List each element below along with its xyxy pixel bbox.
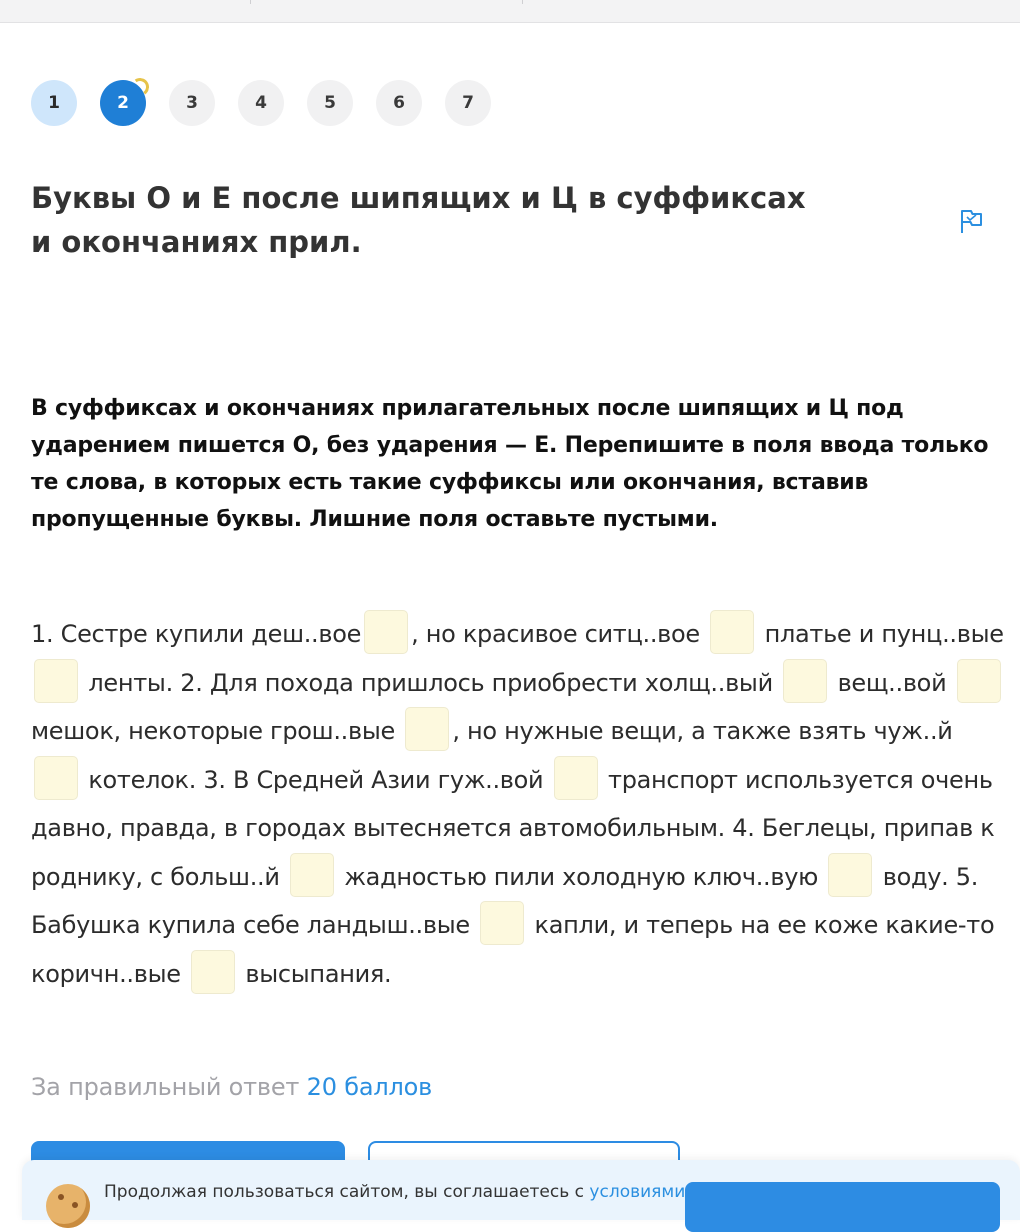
points-info <box>31 1073 432 1101</box>
step-6[interactable]: 6 <box>376 80 422 126</box>
task-title: Буквы О и Е после шипящих и Ц в суффиксах и окончаниях прил. <box>31 181 806 259</box>
exercise-text-segment: мешок, некоторые грош..вые <box>31 717 395 745</box>
answer-input-2[interactable] <box>710 610 754 654</box>
cookie-terms-link[interactable]: условиями <box>589 1182 686 1202</box>
answer-input-12[interactable] <box>191 950 235 994</box>
exercise-text-segment: вещ..вой <box>837 668 947 697</box>
exercise-text-segment: жадностью пили холодную ключ..вую <box>344 862 819 891</box>
answer-input-7[interactable] <box>34 756 78 800</box>
cookie-banner <box>22 1160 1020 1220</box>
exercise-text <box>31 610 1006 998</box>
answer-input-3[interactable] <box>34 659 78 703</box>
tab-divider <box>522 0 523 4</box>
exercise-text-segment: высыпания. <box>245 959 392 988</box>
step-4[interactable]: 4 <box>238 80 284 126</box>
flag-icon <box>956 206 986 236</box>
step-3[interactable]: 3 <box>169 80 215 126</box>
step-1[interactable]: 1 <box>31 80 77 126</box>
answer-input-10[interactable] <box>828 853 872 897</box>
exercise-text-segment: , но нужные вещи, а также взять чуж..й <box>452 717 953 745</box>
answer-input-9[interactable] <box>290 853 334 897</box>
task-instruction: В суффиксах и окончаниях прилагательных после шипящих и Ц под ударением пишется О, без ударения — Е. Перепишите в поля ввода только те слова, в которых есть такие суффиксы или окончания, вставив пропущенные буквы. Лишние поля оставьте пустыми. <box>31 396 989 532</box>
task-stepper <box>31 80 491 126</box>
exercise-text-segment: ленты. 2. Для похода пришлось приобрести холщ..вый <box>88 668 773 697</box>
browser-top-strip <box>0 0 1020 23</box>
points-value: 20 баллов <box>306 1073 433 1101</box>
answer-input-6[interactable] <box>405 707 449 751</box>
answer-input-11[interactable] <box>480 901 524 945</box>
exercise-text-segment: котелок. 3. В Средней Азии гуж..вой <box>88 765 544 794</box>
step-2[interactable]: 2 <box>100 80 146 126</box>
answer-input-5[interactable] <box>957 659 1001 703</box>
exercise-text-segment: 1. Сестре купили деш..вое <box>31 620 362 648</box>
answer-input-1[interactable] <box>364 610 408 654</box>
exercise-text-segment: капли, и теперь на ее коже какие-то коричн..вые <box>31 911 995 988</box>
answer-input-4[interactable] <box>783 659 827 703</box>
exercise-text-segment: платье и пунц..вые <box>764 620 1004 648</box>
points-prefix: За правильный ответ <box>31 1073 300 1101</box>
exercise-text-segment: воду. 5. Бабушка купила себе ландыш..вые <box>31 862 979 939</box>
step-7[interactable]: 7 <box>445 80 491 126</box>
cookie-accept-button[interactable] <box>685 1182 1000 1232</box>
report-flag-button[interactable] <box>956 206 986 236</box>
exercise-text-segment: транспорт используется очень давно, правда, в городах вытесняется автомобильным. 4. Беглецы, припав к роднику, с больш..й <box>31 765 995 891</box>
answer-input-8[interactable] <box>554 756 598 800</box>
cookie-icon <box>46 1184 90 1228</box>
cookie-message: Продолжая пользоваться сайтом, вы соглашаетесь с <box>104 1182 585 1202</box>
step-5[interactable]: 5 <box>307 80 353 126</box>
tab-divider <box>250 0 251 4</box>
exercise-text-segment: , но красивое ситц..вое <box>411 620 700 648</box>
cookie-text <box>104 1182 685 1202</box>
